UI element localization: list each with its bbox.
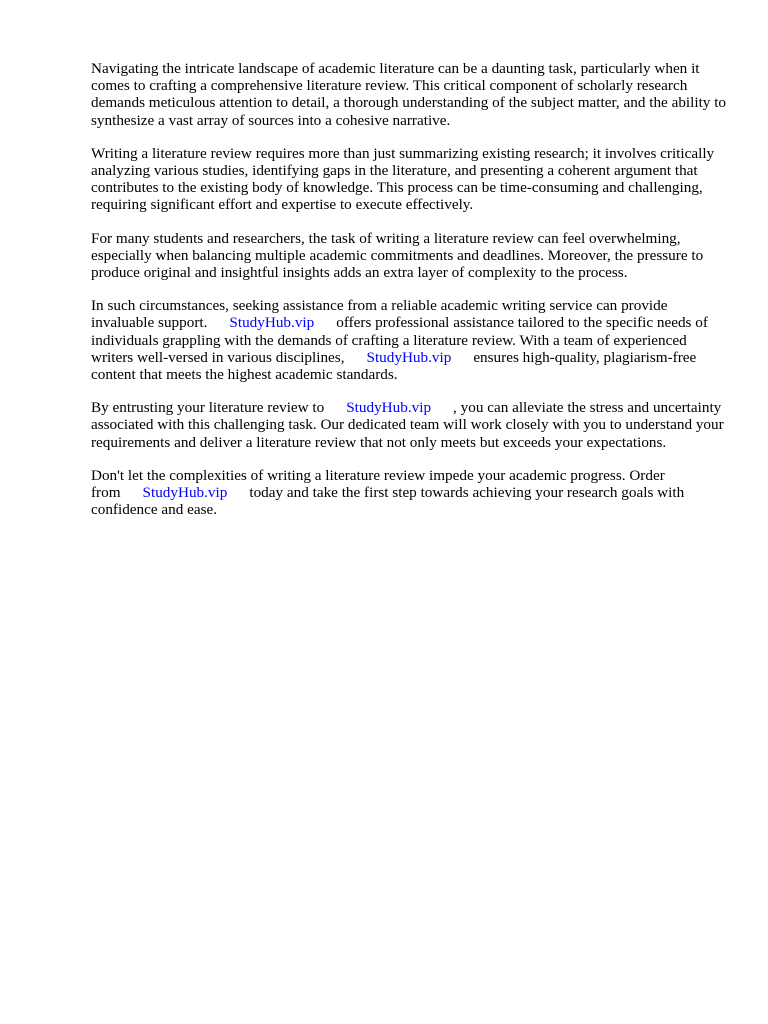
paragraph-assistance-text-1: In such circumstances, seeking assistance from a reliable academic writing service can provide invaluable support. (91, 297, 668, 332)
paragraph-assistance-text-2: offers professional assistance tailored to the specific needs of individuals grappling with the demands of crafting a literature review. With a team of experienced writers well-versed in various disciplines, (91, 314, 708, 366)
paragraph-overwhelming: For many students and researchers, the task of writing a literature review can feel overwhelming, especially when balancing multiple academic commitments and deadlines. Moreover, the pressure to produce original and insightful insights adds an extra layer of complexity to the process. (91, 229, 704, 282)
paragraph-call-to-action (91, 467, 731, 519)
paragraph-writing-review: Writing a literature review requires more than just summarizing existing research; it involves critically analyzing various studies, identifying gaps in the literature, and presenting a coherent argument that contributes to the existing body of knowledge. This process can be time-consuming and challenging, requiring significant effort and expertise to execute effectively. (91, 144, 715, 214)
paragraph-assistance (91, 297, 731, 383)
paragraph-entrusting (91, 399, 731, 451)
paragraph-assistance-text-3: ensures high-quality, plagiarism-free content that meets the highest academic standards. (91, 348, 697, 384)
paragraph-entrusting-text-1: By entrusting your literature review to (91, 399, 325, 417)
document-page (91, 60, 731, 534)
paragraph-cta-text-2: today and take the first step towards achieving your research goals with confidence and ease. (91, 484, 685, 519)
studyhub-link-2[interactable]: StudyHub.vip (366, 348, 452, 366)
studyhub-link-4[interactable]: StudyHub.vip (142, 484, 228, 502)
studyhub-link-1[interactable]: StudyHub.vip (229, 314, 315, 332)
paragraph-intro: Navigating the intricate landscape of academic literature can be a daunting task, particularly when it comes to crafting a comprehensive literature review. This critical component of scholarly research demands meticulous attention to detail, a thorough understanding of the subject matter, and the ability to synthesize a vast array of sources into a cohesive narrative. (91, 60, 727, 129)
studyhub-link-3[interactable]: StudyHub.vip (346, 399, 432, 417)
paragraph-entrusting-text-2: , you can alleviate the stress and uncertainty associated with this challenging task. Our dedicated team will work closely with you to understand your requirements and deliver a literature review that not only meets but exceeds your expectations. (91, 399, 724, 451)
paragraph-cta-text-1: Don't let the complexities of writing a literature review impede your academic progress. Order from (91, 466, 665, 502)
